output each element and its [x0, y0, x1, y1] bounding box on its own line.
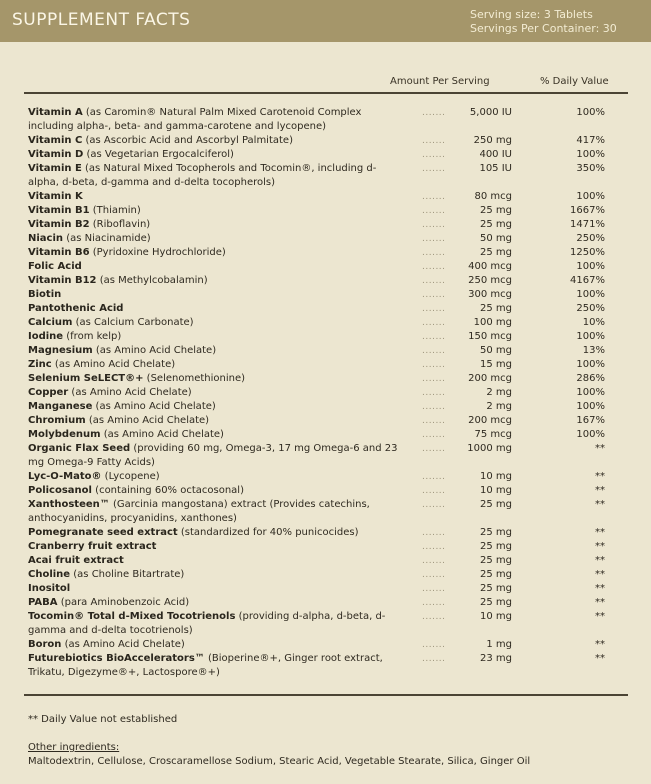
amount-per-serving: 25 mg — [480, 499, 512, 510]
daily-value: 100% — [576, 387, 605, 398]
nutrient-description — [28, 596, 400, 610]
nutrient-detail: (as Amino Acid Chelate) — [100, 429, 224, 440]
daily-value: 286% — [576, 373, 605, 384]
amount-per-serving: 2 mg — [486, 387, 512, 398]
nutrient-row — [28, 372, 628, 386]
nutrient-description — [28, 358, 400, 372]
nutrient-description — [28, 428, 400, 442]
nutrient-name: Choline — [28, 569, 71, 580]
amount-per-serving: 250 mcg — [468, 275, 512, 286]
nutrient-name: Vitamin E — [28, 163, 82, 174]
top-divider — [24, 92, 628, 94]
nutrient-description — [28, 190, 400, 204]
nutrient-name: Manganese — [28, 401, 93, 412]
daily-value: 100% — [576, 331, 605, 342]
amount-per-serving: 100 mg — [473, 317, 512, 328]
leader-dots: ....... — [422, 150, 446, 160]
nutrient-detail: (as Amino Acid Chelate) — [85, 415, 210, 426]
servings-per-container: Servings Per Container: 30 — [470, 22, 617, 35]
header-bar — [0, 0, 651, 42]
leader-dots: ....... — [422, 374, 446, 384]
daily-value: 250% — [576, 303, 605, 314]
nutrient-table — [28, 106, 628, 680]
leader-dots: ....... — [422, 542, 446, 552]
nutrient-row — [28, 484, 628, 498]
nutrient-row — [28, 316, 628, 330]
nutrient-row — [28, 274, 628, 288]
nutrient-description — [28, 218, 400, 232]
dv-column-header: % Daily Value — [540, 76, 609, 87]
nutrient-row — [28, 148, 628, 162]
nutrient-name: Folic Acid — [28, 261, 82, 272]
nutrient-detail: (as Niacinamide) — [63, 233, 151, 244]
nutrient-row — [28, 540, 628, 554]
nutrient-detail: (as Caromin® Natural Palm Mixed Carotenoid Complex including alpha-, beta- and gamma-carotene and lycopene) — [28, 107, 362, 132]
nutrient-row — [28, 232, 628, 246]
leader-dots: ....... — [422, 388, 446, 398]
nutrient-description — [28, 400, 400, 414]
amount-per-serving: 10 mg — [480, 611, 512, 622]
nutrient-row — [28, 414, 628, 428]
nutrient-description — [28, 134, 400, 148]
nutrient-detail: (as Amino Acid Chelate) — [51, 359, 176, 370]
daily-value: ** — [595, 653, 605, 664]
nutrient-detail: (providing d-alpha, d-beta, d-gamma and d-delta tocotrienols) — [28, 611, 386, 636]
daily-value: 1250% — [570, 247, 605, 258]
nutrient-name: Vitamin K — [28, 191, 83, 202]
leader-dots: ....... — [422, 416, 446, 426]
amount-per-serving: 23 mg — [480, 653, 512, 664]
amount-per-serving: 25 mg — [480, 219, 512, 230]
nutrient-name: Pantothenic Acid — [28, 303, 124, 314]
amount-per-serving: 25 mg — [480, 597, 512, 608]
nutrient-detail: (as Ascorbic Acid and Ascorbyl Palmitate) — [82, 135, 293, 146]
amount-per-serving: 150 mcg — [468, 331, 512, 342]
leader-dots: ....... — [422, 472, 446, 482]
nutrient-description — [28, 204, 400, 218]
nutrient-row — [28, 344, 628, 358]
nutrient-name: Molybdenum — [28, 429, 101, 440]
leader-dots: ....... — [422, 654, 446, 664]
nutrient-row — [28, 526, 628, 540]
bottom-divider — [24, 694, 628, 696]
nutrient-row — [28, 554, 628, 568]
amount-per-serving: 250 mg — [473, 135, 512, 146]
leader-dots: ....... — [422, 598, 446, 608]
nutrient-description — [28, 610, 400, 638]
nutrient-name: Organic Flax Seed — [28, 443, 131, 454]
nutrient-name: Vitamin B2 — [28, 219, 90, 230]
serving-info — [470, 8, 617, 36]
nutrient-row — [28, 106, 628, 134]
nutrient-row — [28, 218, 628, 232]
nutrient-name: Iodine — [28, 331, 64, 342]
nutrient-description — [28, 386, 400, 400]
nutrient-description — [28, 316, 400, 330]
leader-dots: ....... — [422, 276, 446, 286]
nutrient-detail: (Lycopene) — [101, 471, 160, 482]
leader-dots: ....... — [422, 290, 446, 300]
amount-column-header: Amount Per Serving — [390, 76, 490, 87]
daily-value: 4167% — [570, 275, 605, 286]
daily-value: ** — [595, 499, 605, 510]
daily-value: 100% — [576, 261, 605, 272]
nutrient-detail: (from kelp) — [63, 331, 122, 342]
nutrient-name: Cranberry fruit extract — [28, 541, 157, 552]
amount-per-serving: 25 mg — [480, 569, 512, 580]
leader-dots: ....... — [422, 318, 446, 328]
leader-dots: ....... — [422, 346, 446, 356]
nutrient-row — [28, 470, 628, 484]
nutrient-row — [28, 610, 628, 638]
nutrient-row — [28, 288, 628, 302]
daily-value: 100% — [576, 149, 605, 160]
leader-dots: ....... — [422, 164, 446, 174]
nutrient-description — [28, 568, 400, 582]
nutrient-description — [28, 638, 400, 652]
leader-dots: ....... — [422, 108, 446, 118]
nutrient-detail: (as Calcium Carbonate) — [72, 317, 194, 328]
nutrient-name: Policosanol — [28, 485, 92, 496]
daily-value: 100% — [576, 191, 605, 202]
leader-dots: ....... — [422, 360, 446, 370]
daily-value: 250% — [576, 233, 605, 244]
nutrient-name: Vitamin B6 — [28, 247, 90, 258]
nutrient-detail: (as Amino Acid Chelate) — [92, 345, 217, 356]
nutrient-description — [28, 106, 400, 134]
daily-value: ** — [595, 443, 605, 454]
amount-per-serving: 105 IU — [479, 163, 512, 174]
nutrient-detail: (standardized for 40% punicocides) — [177, 527, 359, 538]
nutrient-detail: (Selenomethionine) — [143, 373, 246, 384]
nutrient-description — [28, 442, 400, 470]
nutrient-name: Niacin — [28, 233, 64, 244]
nutrient-description — [28, 554, 400, 568]
nutrient-description — [28, 148, 400, 162]
nutrient-row — [28, 246, 628, 260]
nutrient-description — [28, 540, 400, 554]
nutrient-name: Boron — [28, 639, 62, 650]
nutrient-detail: (as Amino Acid Chelate) — [92, 401, 216, 412]
daily-value: 13% — [582, 345, 605, 356]
nutrient-description — [28, 232, 400, 246]
amount-per-serving: 25 mg — [480, 583, 512, 594]
daily-value: ** — [595, 555, 605, 566]
panel-title: SUPPLEMENT FACTS — [12, 10, 191, 30]
nutrient-detail: (para Aminobenzoic Acid) — [57, 597, 190, 608]
nutrient-detail: (as Natural Mixed Tocopherols and Tocomin®, including d-alpha, d-beta, d-gamma and d-delta tocopherols) — [28, 163, 377, 188]
other-ingredients-label: Other ingredients: — [28, 742, 120, 753]
nutrient-description — [28, 582, 400, 596]
amount-per-serving: 25 mg — [480, 247, 512, 258]
serving-size: Serving size: 3 Tablets — [470, 8, 593, 21]
daily-value: 350% — [576, 163, 605, 174]
amount-per-serving: 15 mg — [480, 359, 512, 370]
leader-dots: ....... — [422, 206, 446, 216]
nutrient-detail: (providing 60 mg, Omega-3, 17 mg Omega-6 and 23 mg Omega-9 Fatty Acids) — [28, 443, 398, 468]
nutrient-name: Selenium SeLECT®+ — [28, 373, 144, 384]
other-ingredients-text: Maltodextrin, Cellulose, Croscaramellose Sodium, Stearic Acid, Vegetable Stearate, Silica, Ginger Oil — [28, 756, 531, 767]
leader-dots: ....... — [422, 192, 446, 202]
nutrient-name: Inositol — [28, 583, 71, 594]
leader-dots: ....... — [422, 430, 446, 440]
nutrient-description — [28, 414, 400, 428]
daily-value: 10% — [582, 317, 605, 328]
amount-per-serving: 1 mg — [486, 639, 512, 650]
nutrient-description — [28, 330, 400, 344]
nutrient-name: Biotin — [28, 289, 62, 300]
nutrient-name: Copper — [28, 387, 69, 398]
amount-per-serving: 25 mg — [480, 541, 512, 552]
nutrient-detail: (Garcinia mangostana) extract (Provides catechins, anthocyanidins, procyanidins, xanthones) — [28, 499, 370, 524]
nutrient-row — [28, 134, 628, 148]
daily-value: ** — [595, 597, 605, 608]
amount-per-serving: 80 mcg — [474, 191, 512, 202]
daily-value: 167% — [576, 415, 605, 426]
nutrient-detail: (as Amino Acid Chelate) — [68, 387, 192, 398]
nutrient-name: Vitamin A — [28, 107, 83, 118]
leader-dots: ....... — [422, 262, 446, 272]
nutrient-detail: (as Choline Bitartrate) — [70, 569, 185, 580]
daily-value: 100% — [576, 401, 605, 412]
leader-dots: ....... — [422, 234, 446, 244]
nutrient-name: Pomegranate seed extract — [28, 527, 178, 538]
nutrient-row — [28, 498, 628, 526]
leader-dots: ....... — [422, 248, 446, 258]
amount-per-serving: 50 mg — [480, 233, 512, 244]
nutrient-description — [28, 344, 400, 358]
amount-per-serving: 300 mcg — [468, 289, 512, 300]
daily-value: ** — [595, 541, 605, 552]
nutrient-description — [28, 274, 400, 288]
nutrient-row — [28, 260, 628, 274]
nutrient-detail: (Bioperine®+, Ginger root extract, Trikatu, Digezyme®+, Lactospore®+) — [28, 653, 383, 678]
nutrient-name: Magnesium — [28, 345, 93, 356]
amount-per-serving: 200 mcg — [468, 415, 512, 426]
nutrient-description — [28, 484, 400, 498]
amount-per-serving: 75 mcg — [474, 429, 512, 440]
leader-dots: ....... — [422, 570, 446, 580]
nutrient-name: Tocomin® Total d-Mixed Tocotrienols — [28, 611, 236, 622]
daily-value: ** — [595, 611, 605, 622]
nutrient-description — [28, 652, 400, 680]
nutrient-detail: (as Amino Acid Chelate) — [61, 639, 185, 650]
daily-value: ** — [595, 485, 605, 496]
amount-per-serving: 400 IU — [479, 149, 512, 160]
amount-per-serving: 200 mcg — [468, 373, 512, 384]
nutrient-name: PABA — [28, 597, 58, 608]
nutrient-description — [28, 372, 400, 386]
leader-dots: ....... — [422, 402, 446, 412]
amount-per-serving: 25 mg — [480, 205, 512, 216]
nutrient-row — [28, 638, 628, 652]
leader-dots: ....... — [422, 612, 446, 622]
nutrient-row — [28, 204, 628, 218]
daily-value: ** — [595, 583, 605, 594]
amount-per-serving: 400 mcg — [468, 261, 512, 272]
nutrient-detail: (as Vegetarian Ergocalciferol) — [83, 149, 234, 160]
nutrient-row — [28, 400, 628, 414]
daily-value: 417% — [576, 135, 605, 146]
nutrient-name: Lyc-O-Mato® — [28, 471, 102, 482]
nutrient-row — [28, 358, 628, 372]
nutrient-description — [28, 526, 400, 540]
leader-dots: ....... — [422, 304, 446, 314]
daily-value: 100% — [576, 107, 605, 118]
daily-value: 1667% — [570, 205, 605, 216]
nutrient-row — [28, 652, 628, 680]
leader-dots: ....... — [422, 528, 446, 538]
nutrient-name: Vitamin B12 — [28, 275, 97, 286]
daily-value: ** — [595, 569, 605, 580]
amount-per-serving: 25 mg — [480, 555, 512, 566]
leader-dots: ....... — [422, 584, 446, 594]
nutrient-detail: (Thiamin) — [89, 205, 141, 216]
leader-dots: ....... — [422, 640, 446, 650]
footnote: ** Daily Value not established — [28, 714, 178, 725]
nutrient-name: Vitamin C — [28, 135, 83, 146]
amount-per-serving: 2 mg — [486, 401, 512, 412]
nutrient-row — [28, 162, 628, 190]
nutrient-row — [28, 190, 628, 204]
nutrient-name: Acai fruit extract — [28, 555, 124, 566]
amount-per-serving: 25 mg — [480, 527, 512, 538]
amount-per-serving: 10 mg — [480, 485, 512, 496]
daily-value: 100% — [576, 359, 605, 370]
nutrient-name: Futurebiotics BioAccelerators™ — [28, 653, 205, 664]
nutrient-name: Chromium — [28, 415, 86, 426]
daily-value: ** — [595, 471, 605, 482]
nutrient-name: Vitamin B1 — [28, 205, 90, 216]
amount-per-serving: 5,000 IU — [469, 107, 512, 118]
amount-per-serving: 50 mg — [480, 345, 512, 356]
nutrient-description — [28, 288, 400, 302]
nutrient-description — [28, 470, 400, 484]
nutrient-description — [28, 260, 400, 274]
nutrient-row — [28, 302, 628, 316]
nutrient-row — [28, 428, 628, 442]
nutrient-name: Zinc — [28, 359, 52, 370]
leader-dots: ....... — [422, 220, 446, 230]
nutrient-row — [28, 596, 628, 610]
leader-dots: ....... — [422, 332, 446, 342]
leader-dots: ....... — [422, 136, 446, 146]
nutrient-row — [28, 442, 628, 470]
amount-per-serving: 25 mg — [480, 303, 512, 314]
nutrient-row — [28, 568, 628, 582]
nutrient-row — [28, 582, 628, 596]
nutrient-name: Calcium — [28, 317, 73, 328]
daily-value: ** — [595, 527, 605, 538]
nutrient-name: Xanthosteen™ — [28, 499, 110, 510]
nutrient-description — [28, 246, 400, 260]
amount-per-serving: 10 mg — [480, 471, 512, 482]
nutrient-description — [28, 498, 400, 526]
leader-dots: ....... — [422, 556, 446, 566]
leader-dots: ....... — [422, 500, 446, 510]
nutrient-description — [28, 302, 400, 316]
nutrient-name: Vitamin D — [28, 149, 84, 160]
nutrient-detail: (Pyridoxine Hydrochloride) — [89, 247, 226, 258]
nutrient-row — [28, 330, 628, 344]
daily-value: ** — [595, 639, 605, 650]
nutrient-row — [28, 386, 628, 400]
nutrient-detail: (Riboflavin) — [89, 219, 151, 230]
daily-value: 100% — [576, 429, 605, 440]
leader-dots: ....... — [422, 444, 446, 454]
nutrient-description — [28, 162, 400, 190]
daily-value: 1471% — [570, 219, 605, 230]
amount-per-serving: 1000 mg — [467, 443, 512, 454]
nutrient-detail: (as Methylcobalamin) — [96, 275, 208, 286]
nutrient-detail: (containing 60% octacosonal) — [91, 485, 244, 496]
leader-dots: ....... — [422, 486, 446, 496]
daily-value: 100% — [576, 289, 605, 300]
